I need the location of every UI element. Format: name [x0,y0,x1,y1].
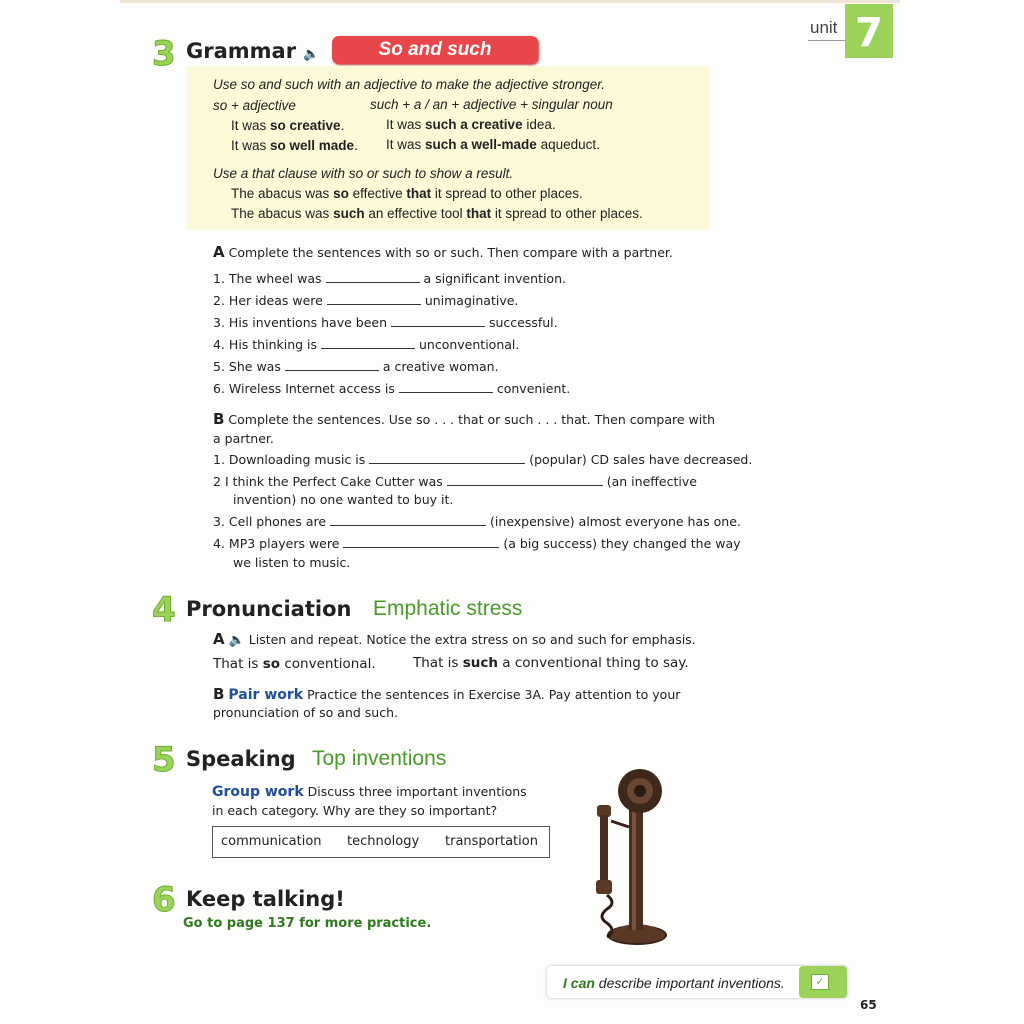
s2-bold: such [462,655,499,671]
exercise-b-instruction-2: a partner. [213,431,274,446]
item-num: 2 [213,474,221,489]
item-num: 4. [213,536,225,551]
item-num: 2. [213,293,225,308]
pronunciation-sentence-1 [213,656,376,672]
pronunciation-b-letter: B [213,685,225,703]
pronunciation-a-text: Listen and repeat. Notice the extra stress on so and such for emphasis. [248,632,696,647]
exercise-b-item-2-cont: invention) no one wanted to buy it. [233,492,454,507]
item-num: 5. [213,359,225,374]
exercise-b-item-4 [213,536,741,551]
pronunciation-b-instruction [213,685,680,703]
candlestick-telephone-image [585,765,695,950]
grammar-example-1-right [386,117,556,132]
exercise-a-instruction [213,243,673,261]
item-pre: I think the Perfect Cake Cutter was [224,474,443,489]
grammar-title-text: Grammar [186,39,297,63]
exercise-a-item-3 [213,315,558,330]
checkbox-tab[interactable] [799,966,847,998]
s2-pre: That is [413,655,463,671]
item-post: a creative woman. [382,359,499,374]
audio-speaker-icon[interactable]: 🔈 [228,633,245,648]
pronunciation-b-instruction-2: pronunciation of so and such. [213,705,398,720]
grammar-topic-pill: So and such [332,36,538,64]
item-pre: The wheel was [228,271,322,286]
item-pre: MP3 players were [228,536,340,551]
item-post: (an ineffective [606,474,697,489]
item-pre: His inventions have been [228,315,387,330]
res1-b: so [333,186,349,201]
item-pre: Cell phones are [228,514,327,529]
exercise-b-item-1 [213,452,752,467]
exercise-a-item-6 [213,381,570,396]
answer-blank[interactable] [285,359,379,371]
s1-pre: That is [213,656,263,672]
item-num: 3. [213,514,225,529]
item-post: a significant invention. [423,271,566,286]
res1-a: The abacus was [231,186,334,201]
item-post: successful. [488,315,558,330]
res1-c: effective [348,186,407,201]
answer-blank[interactable] [327,293,421,305]
ex1l-bold: so creative [270,118,341,133]
section-title-keep-talking: Keep talking! [186,887,345,911]
answer-blank[interactable] [343,536,499,548]
ex1r-post: idea. [522,117,556,132]
item-post: convenient. [496,381,571,396]
item-post: unconventional. [419,337,520,352]
section-number-pronunciation: 4 [152,590,176,630]
s1-bold: so [262,656,281,672]
exercise-b-instruction [213,410,715,428]
i-can-bold: I can [563,975,595,991]
grammar-result-2 [231,206,643,221]
page-number: 65 [860,998,877,1012]
grammar-example-2-right [386,137,600,152]
ex2l-pre: It was [231,138,271,153]
exercise-b-item-2 [213,474,697,489]
res2-a: The abacus was [231,206,334,221]
section-title-speaking: Speaking [186,747,296,771]
category-word: communication [221,834,322,849]
category-word: transportation [445,834,538,849]
section-title-grammar [186,39,320,63]
item-num: 6. [213,381,225,396]
i-can-statement [563,975,785,991]
exercise-b-item-3 [213,514,741,529]
grammar-example-1-left [231,118,344,133]
audio-speaker-icon[interactable]: 🔈 [303,47,320,62]
pronunciation-b-text: Practice the sentences in Exercise 3A. Pay attention to your [307,687,681,702]
res2-d: that [466,206,492,221]
ex1l-pre: It was [231,118,271,133]
ex1r-bold: such a creative [425,117,523,132]
answer-blank[interactable] [447,474,603,486]
res2-e: it spread to other places. [491,206,643,221]
checkbox-icon[interactable]: ✓ [811,974,829,990]
ex2r-bold: such a well-made [425,137,537,152]
ex1l-post: . [340,118,345,133]
item-pre: She was [228,359,281,374]
practice-page-link[interactable]: Go to page 137 for more practice. [183,916,432,931]
speaking-text-1: Discuss three important inventions [307,784,527,799]
exercise-a-item-5 [213,359,499,374]
section-number-speaking: 5 [152,740,176,780]
top-rule [120,0,900,3]
item-post: (popular) CD sales have decreased. [529,452,753,467]
answer-blank[interactable] [399,381,493,393]
s1-post: conventional. [280,656,376,672]
answer-blank[interactable] [330,514,486,526]
answer-blank[interactable] [321,337,415,349]
speaking-instruction-2: in each category. Why are they so important? [212,803,498,818]
res1-d: that [406,186,432,201]
item-post: unimaginative. [424,293,519,308]
grammar-rule-2: Use a that clause with so or such to show a result. [213,166,514,181]
unit-rule [808,40,846,41]
unit-number: 7 [845,4,893,58]
res2-b: such [333,206,365,221]
ex2l-post: . [354,138,358,153]
speaking-instruction [212,784,527,800]
item-num: 4. [213,337,225,352]
section-title-pronunciation: Pronunciation [186,597,352,621]
section-number-keep-talking: 6 [152,880,176,920]
category-word-box [212,826,550,858]
answer-blank[interactable] [391,315,485,327]
exercise-a-item-1 [213,271,566,286]
res2-c: an effective tool [364,206,467,221]
exercise-b-item-4-cont: we listen to music. [233,555,351,570]
pair-work-label: Pair work [228,687,304,703]
answer-blank[interactable] [326,271,420,283]
grammar-col1-head: so + adjective [213,98,296,113]
grammar-example-2-left [231,138,358,153]
s2-post: a conventional thing to say. [498,655,689,671]
exercise-a-text: Complete the sentences with so or such. Then compare with a partner. [228,245,673,260]
pronunciation-a-letter: A [213,630,225,648]
section-subtitle-pronunciation: Emphatic stress [373,597,523,620]
ex2r-post: aqueduct. [536,137,600,152]
item-num: 1. [213,452,225,467]
section-subtitle-speaking: Top inventions [312,747,447,770]
exercise-a-letter: A [213,243,225,261]
item-pre: Her ideas were [228,293,323,308]
pronunciation-sentence-2 [413,655,689,671]
group-work-label: Group work [212,784,304,800]
item-pre: Downloading music is [228,452,366,467]
ex1r-pre: It was [386,117,426,132]
section-number-grammar: 3 [152,34,176,74]
ex2l-bold: so well made [270,138,355,153]
exercise-a-item-4 [213,337,519,352]
item-num: 3. [213,315,225,330]
exercise-b-letter: B [213,410,225,428]
exercise-a-item-2 [213,293,518,308]
grammar-result-1 [231,186,583,201]
item-post: (a big success) they changed the way [503,536,741,551]
exercise-b-text-1: Complete the sentences. Use so . . . that or such . . . that. Then compare with [228,412,716,427]
item-post: (inexpensive) almost everyone has one. [490,514,741,529]
res1-e: it spread to other places. [431,186,583,201]
i-can-text: describe important inventions. [594,975,785,991]
item-pre: Wireless Internet access is [228,381,395,396]
item-num: 1. [213,271,225,286]
answer-blank[interactable] [369,452,525,464]
ex2r-pre: It was [386,137,426,152]
grammar-rule-1: Use so and such with an adjective to make the adjective stronger. [213,77,605,92]
unit-label: unit [810,18,838,37]
grammar-col2-head: such + a / an + adjective + singular noun [370,97,613,112]
pronunciation-a-instruction [213,630,696,648]
category-word: technology [347,834,420,849]
item-pre: His thinking is [228,337,318,352]
